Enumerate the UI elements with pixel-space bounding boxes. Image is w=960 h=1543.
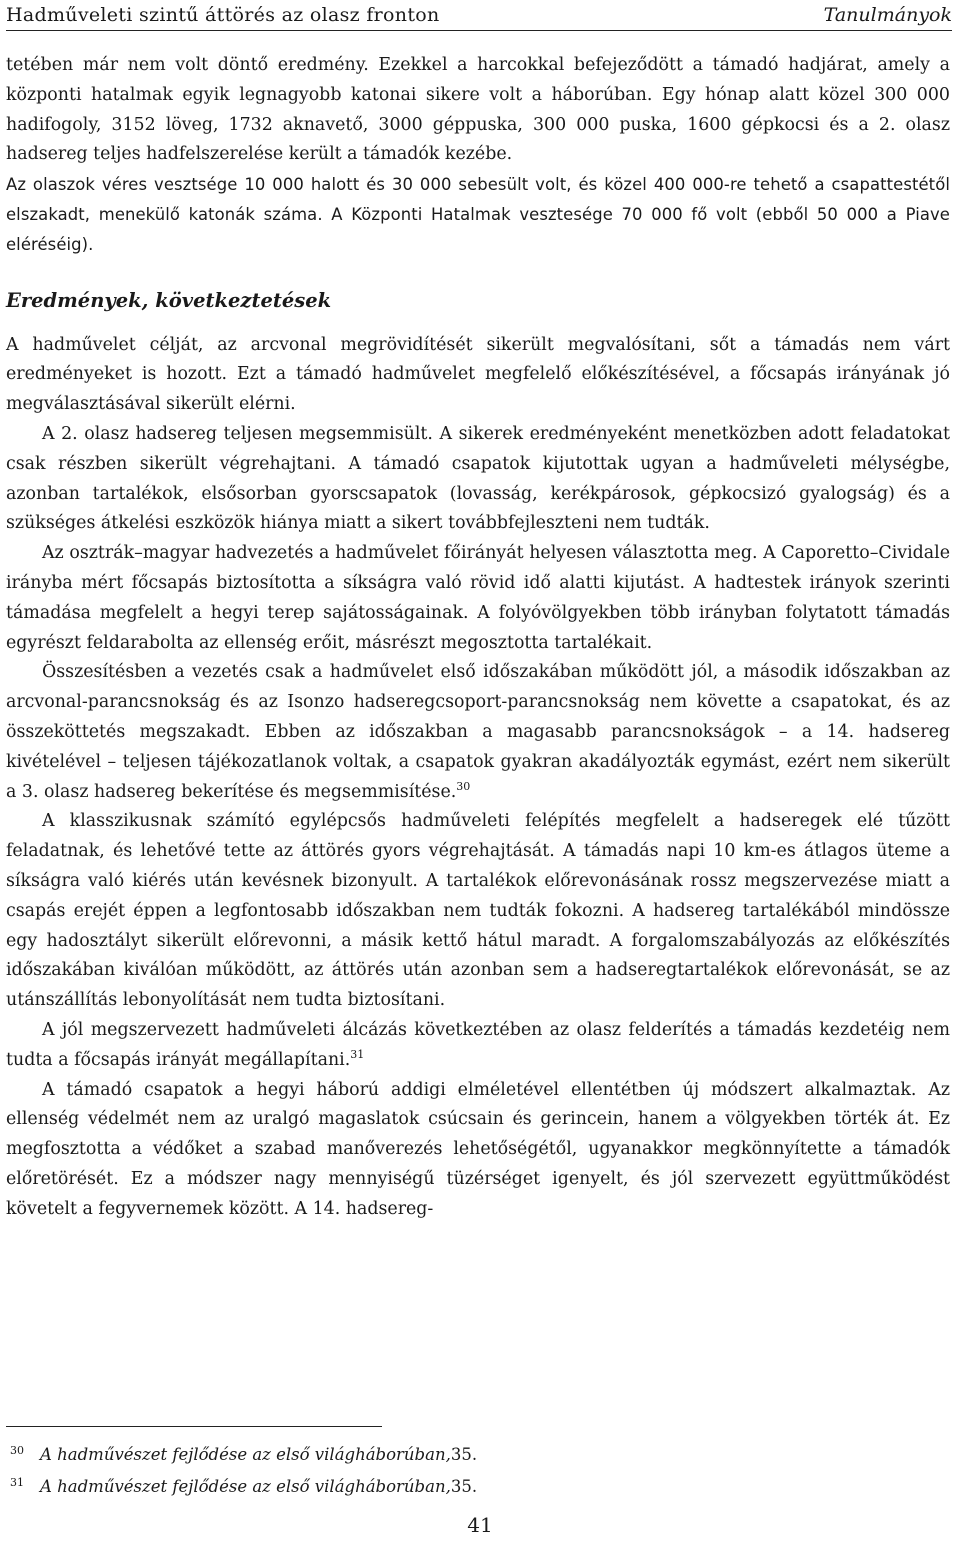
paragraph-2: A 2. olasz hadsereg teljesen megsemmisült. A sikerek eredményeként menetközben adott feladatokat csak részben sikerült végrehajtani. A támadó csapatok kijutottak ugyan a hadműveleti mélységbe, azonban tartalékok, elsősorban gyorscsapatok (lovasság, kerékpárosok, gépkocsizó gyalogság) és a szükséges átkelési eszközök hiánya miatt a sikert továbbfejleszteni nem tudták.	[6, 423, 950, 534]
paragraph-6	[6, 1016, 950, 1076]
footnote-divider	[6, 1426, 382, 1427]
footnote-title: A hadművészet fejlődése az első világháborúban,	[40, 1477, 451, 1496]
paragraph-6-text: A jól megszervezett hadműveleti álcázás következtében az olasz felderítés a támadás kezdetéig nem tudta a főcsapás irányát megállapítani.	[6, 1019, 950, 1070]
page-number: 41	[467, 1513, 493, 1537]
footnote-ref-31[interactable]: 31	[350, 1047, 365, 1061]
article-body	[6, 51, 950, 1224]
paragraph-1: A hadművelet célját, az arcvonal megrövidítését sikerült megvalósítani, sőt a támadás nem várt eredményeket is hozott. Ezt a támadó hadművelet megfelelő előkészítésével, a főcsapás irányának jó megválasztásával sikerült elérni.	[6, 334, 950, 415]
footnote-30	[10, 1440, 477, 1472]
paragraph-7: A támadó csapatok a hegyi háború addigi elméletével ellentétben új módszert alkalmaztak. Az ellenség védelmét nem az uralgó magaslatok csúcsain és gerincein, hanem a völgyekben törték át. Ez megfosztotta a védőket a szabad manőverezés lehetőségétől, ugyanakkor megkönnyítette a támadók előretörését. Ez a módszer nagy mennyiségű tüzérséget igenyelt, és jól szervezett együttműködést követelt a fegyvernemek között. A 14. hadsereg-	[6, 1079, 950, 1219]
paragraph-4	[6, 658, 950, 807]
paragraph-4-text: Összesítésben a vezetés csak a hadművelet első időszakában működött jól, a második időszakban az arcvonal-parancsnokság és az Isonzo hadseregcsoport-parancsnokság nem követte a csapatokat, és az összeköttetés megszakadt. Ebben az időszakban a magasabb parancsnokságok – a 14. hadsereg kivételével – teljesen tájékozatlanok voltak, a csapatok gyakran akadályozták egymást, ezért nem sikerült a 3. olasz hadsereg bekerítése és megsemmisítése.	[6, 662, 950, 802]
footnote-number: 30	[10, 1444, 24, 1457]
intro-text-1: tetében már nem volt döntő eredmény. Ezekkel a harcokkal befejeződött a támadó hadjárat, amely a központi hatalmak egyik legnagyobb katonai sikere volt a háborúban. Egy hónap alatt közel 300 000 hadifogoly, 3152 löveg, 1732 aknavető, 3000 géppuska, 300 000 puska, 1600 gépkocsi és a 2. olasz hadsereg teljes hadfelszerelése került a támadók kezébe.	[6, 55, 950, 165]
footnote-page: 35.	[450, 1445, 478, 1464]
footnote-page: 35.	[450, 1477, 478, 1496]
intro-text-2: Az olaszok véres vesztsége 10 000 halott és 30 000 sebesült volt, és közel 400 000-re tehető a csapattestétől elszakadt, menekülő katonák száma. A Központi Hatalmak vesztesége 70 000 fő volt (ebből 50 000 a Piave eléréséig).	[6, 175, 950, 254]
intro-paragraph	[6, 51, 950, 170]
footnotes	[10, 1440, 477, 1504]
footnote-ref-30[interactable]: 30	[456, 779, 471, 793]
footnote-title: A hadművészet fejlődése az első világháborúban,	[40, 1445, 451, 1464]
intro-paragraph-2	[6, 170, 950, 259]
footnote-31	[10, 1472, 477, 1504]
paragraph-3: Az osztrák–magyar hadvezetés a hadművelet főirányát helyesen választotta meg. A Caporetto–Cividale irányba mért főcsapás biztosította a síkságra való rövid idő alatti kijutást. A hadtestek irányok szerinti támadása megfelelt a hegyi terep sajátosságainak. A folyóvölgyekben több irányban folytatott támadás egyrészt feldarabolta az ellenség erőit, másrészt megosztotta tartalékait.	[6, 543, 950, 653]
paragraph-5: A klasszikusnak számító egylépcsős hadműveleti felépítés megfelelt a hadseregek elé tűzött feladatnak, és lehetővé tette az áttörés gyors végrehajtását. A támadás napi 10 km-es átlagos üteme a síkságra való kiérés után kevésnek bizonyult. A tartalékok előrevonásának rossz megszervezése miatt a csapás erejét éppen a legfontosabb időszakban nem tudták fokozni. A hadsereg tartalékából mindössze egy hadosztályt sikerült előrevonni, a másik kettő hátul maradt. A forgalomszabályozás az előkészítés időszakában kiválóan működött, az áttörés után azonban sem a hadseregtartalékok előrevonását, se az utánszállítás lebonyolítását nem tudta biztosítani.	[6, 811, 950, 1011]
header-title: Hadműveleti szintű áttörés az olasz fronton	[6, 4, 440, 26]
footnote-number: 31	[10, 1476, 24, 1489]
header-section: Tanulmányok	[823, 4, 952, 26]
section-heading: Eredmények, következtetések	[6, 288, 332, 312]
running-header	[6, 0, 952, 31]
